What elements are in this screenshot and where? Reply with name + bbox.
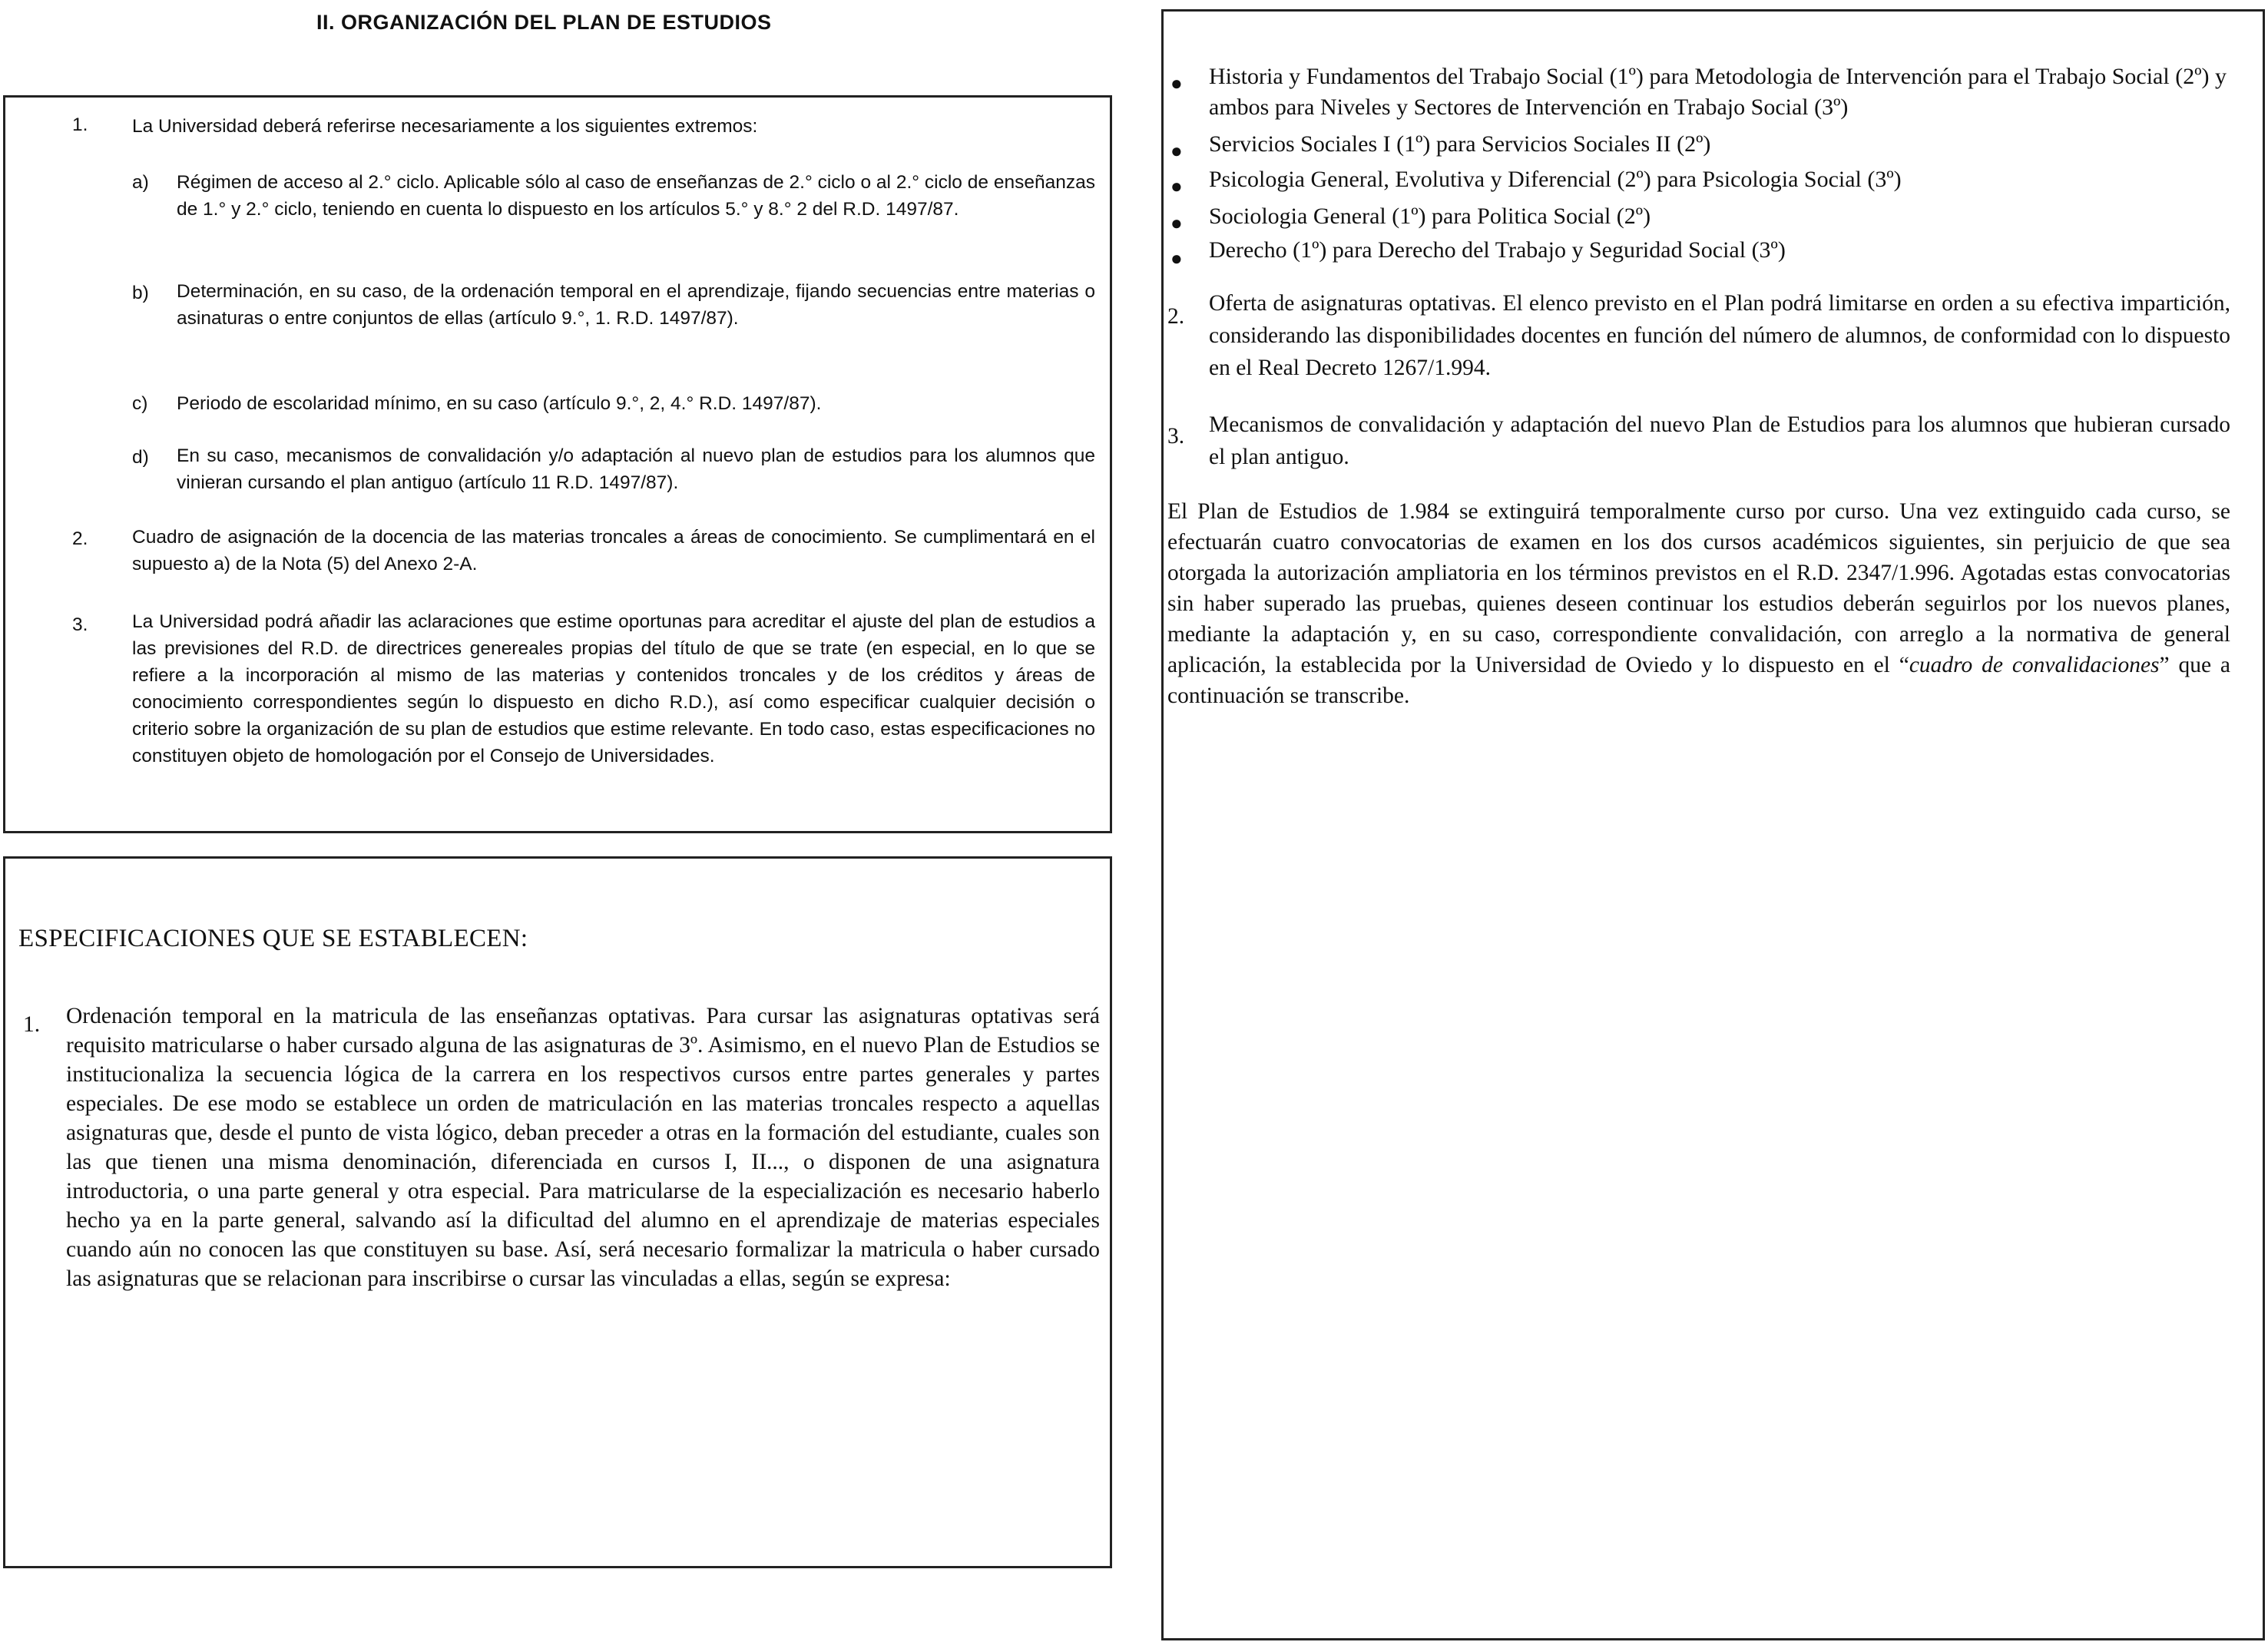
specifications-heading: ESPECIFICACIONES QUE SE ESTABLECEN: <box>18 925 528 952</box>
subitem-text: Determinación, en su caso, de la ordenación temporal en el aprendizaje, fijando secuencias entre materias o asinaturas o entre conjuntos de ellas (artículo 9.°, 1. R.D. 1497/87). <box>177 281 1095 329</box>
prerequisite-item: Sociologia General (1º) para Politica Social (2º) <box>1209 204 1651 229</box>
subitem-letter: a) <box>132 172 149 193</box>
bullet-icon: ● <box>1170 72 1183 94</box>
bullet-icon: ● <box>1170 140 1183 162</box>
instruction-text: La Universidad deberá referirse necesariamente a los siguientes extremos: <box>132 116 758 137</box>
bullet-icon: ● <box>1170 212 1183 234</box>
spec-item-text: Ordenación temporal en la matricula de las enseñanzas optativas. Para cursar las asignaturas optativas será requisito matricularse o haber cursado alguna de las asignaturas de 3º. Asimismo, en el nuevo Plan de Estudios se institucionaliza la secuencia lógica de la carrera en los respectivos cursos entre partes generales y partes especiales. De ese modo se establece un orden de matriculación en las materias troncales respecto a aquellas asignaturas que, desde el punto de vista lógico, deban preceder a otras en la formación del estudiante, cuales son las que tienen una misma denominación, diferenciada en cursos I, II..., o disponen de una asignatura introductoria, o una parte general y otra especial. Para matricularse de la especialización es necesario haberlo hecho ya en la parte general, salvando así la dificultad del alumno en el aprendizaje de materias especiales cuando aún no conocen las que constituyen su base. Así, será necesario formalizar la matricula o haber cursado las asignaturas que se relacionan para inscribirse o cursar las vinculadas a ellas, según se expresa: <box>66 1004 1100 1291</box>
subitem-letter: b) <box>132 283 149 303</box>
right-item-text: Oferta de asignaturas optativas. El elenco previsto en el Plan podrá limitarse en orden a su efectiva impartición, considerando las disponibilidades docentes en función del número de alumnos, de conformidad con lo dispuesto en el Real Decreto 1267/1.994. <box>1209 291 2230 380</box>
instruction-number: 1. <box>72 114 88 135</box>
bullet-icon: ● <box>1170 247 1183 270</box>
instruction-text: La Universidad podrá añadir las aclaraciones que estime oportunas para acreditar el ajuste del plan de estudios a las previsiones del R.D. de directrices genereales propias del título de que se trate (en especial, en lo que se refiere a la incorporación al mismo de las materias y contenidos troncales y de los créditos y áreas de conocimiento correspondientes según lo dispuesto en dicho R.D.), así como especificar cualquier decisión o criterio sobre la organización de su plan de estudios que estime relevante. En todo caso, estas especificaciones no constituyen objeto de homologación por el Consejo de Universidades. <box>132 611 1095 766</box>
subitem-letter: c) <box>132 393 148 414</box>
closing-text-end: ” que a continuación se transcribe. <box>1167 653 2231 708</box>
subitem-text: Régimen de acceso al 2.° ciclo. Aplicable sólo al caso de enseñanzas de 2.° ciclo o al 2.° ciclo de enseñanzas de 1.° y 2.° ciclo, teniendo en cuenta lo dispuesto en los artículos 5.° y 8.° 2 del R.D. 1497/87. <box>177 172 1095 220</box>
spec-item-number: 1. <box>23 1012 41 1037</box>
subitem-text: En su caso, mecanismos de convalidación y/o adaptación al nuevo plan de estudios para los alumnos que vinieran cursando el plan antiguo (artículo 11 R.D. 1497/87). <box>177 445 1095 493</box>
page-title: II. ORGANIZACIÓN DEL PLAN DE ESTUDIOS <box>316 11 772 34</box>
right-item-number: 3. <box>1167 424 1185 449</box>
closing-text: El Plan de Estudios de 1.984 se extinguirá temporalmente curso por curso. Una vez extinguido cada curso, se efectuarán cuatro convocatorias de examen en los dos cursos académicos siguientes, sin perjuicio de que sea otorgada la autorización ampliatoria en los términos previstos en el R.D. 2347/1.996. Agotadas estas convocatorias sin haber superado las pruebas, quienes deseen continuar los estudios deberán seguirlos por los nuevos planes, mediante la adaptación y, en su caso, correspondiente convalidación, con arreglo a la normativa de general aplicación, la establecida por la Universidad de Oviedo y lo dispuesto en el “ <box>1167 499 2230 677</box>
subitem-text: Periodo de escolaridad mínimo, en su caso (artículo 9.°, 2, 4.° R.D. 1497/87). <box>177 393 822 414</box>
instruction-number: 2. <box>72 528 88 549</box>
instruction-number: 3. <box>72 614 88 635</box>
closing-italic-text: cuadro de convalidaciones <box>1909 653 2160 677</box>
instruction-text: Cuadro de asignación de la docencia de las materias troncales a áreas de conocimiento. Se cumplimentará en el supuesto a) de la Nota (5) del Anexo 2-A. <box>132 527 1095 574</box>
right-item-text: Mecanismos de convalidación y adaptación del nuevo Plan de Estudios para los alumnos que hubieran cursado el plan antiguo. <box>1209 412 2230 469</box>
prerequisite-item: Psicologia General, Evolutiva y Diferencial (2º) para Psicologia Social (3º) <box>1209 167 1902 192</box>
subitem-letter: d) <box>132 447 149 468</box>
prerequisite-item: Servicios Sociales I (1º) para Servicios Sociales II (2º) <box>1209 131 1711 157</box>
prerequisite-item: Derecho (1º) para Derecho del Trabajo y Seguridad Social (3º) <box>1209 237 1786 263</box>
right-item-number: 2. <box>1167 304 1185 329</box>
closing-paragraph <box>1167 496 2230 711</box>
prerequisite-item: Historia y Fundamentos del Trabajo Social (1º) para Metodologia de Intervención para el Trabajo Social (2º) y ambos para Niveles y Sectores de Intervención en Trabajo Social (3º) <box>1209 64 2227 120</box>
bullet-icon: ● <box>1170 175 1183 197</box>
